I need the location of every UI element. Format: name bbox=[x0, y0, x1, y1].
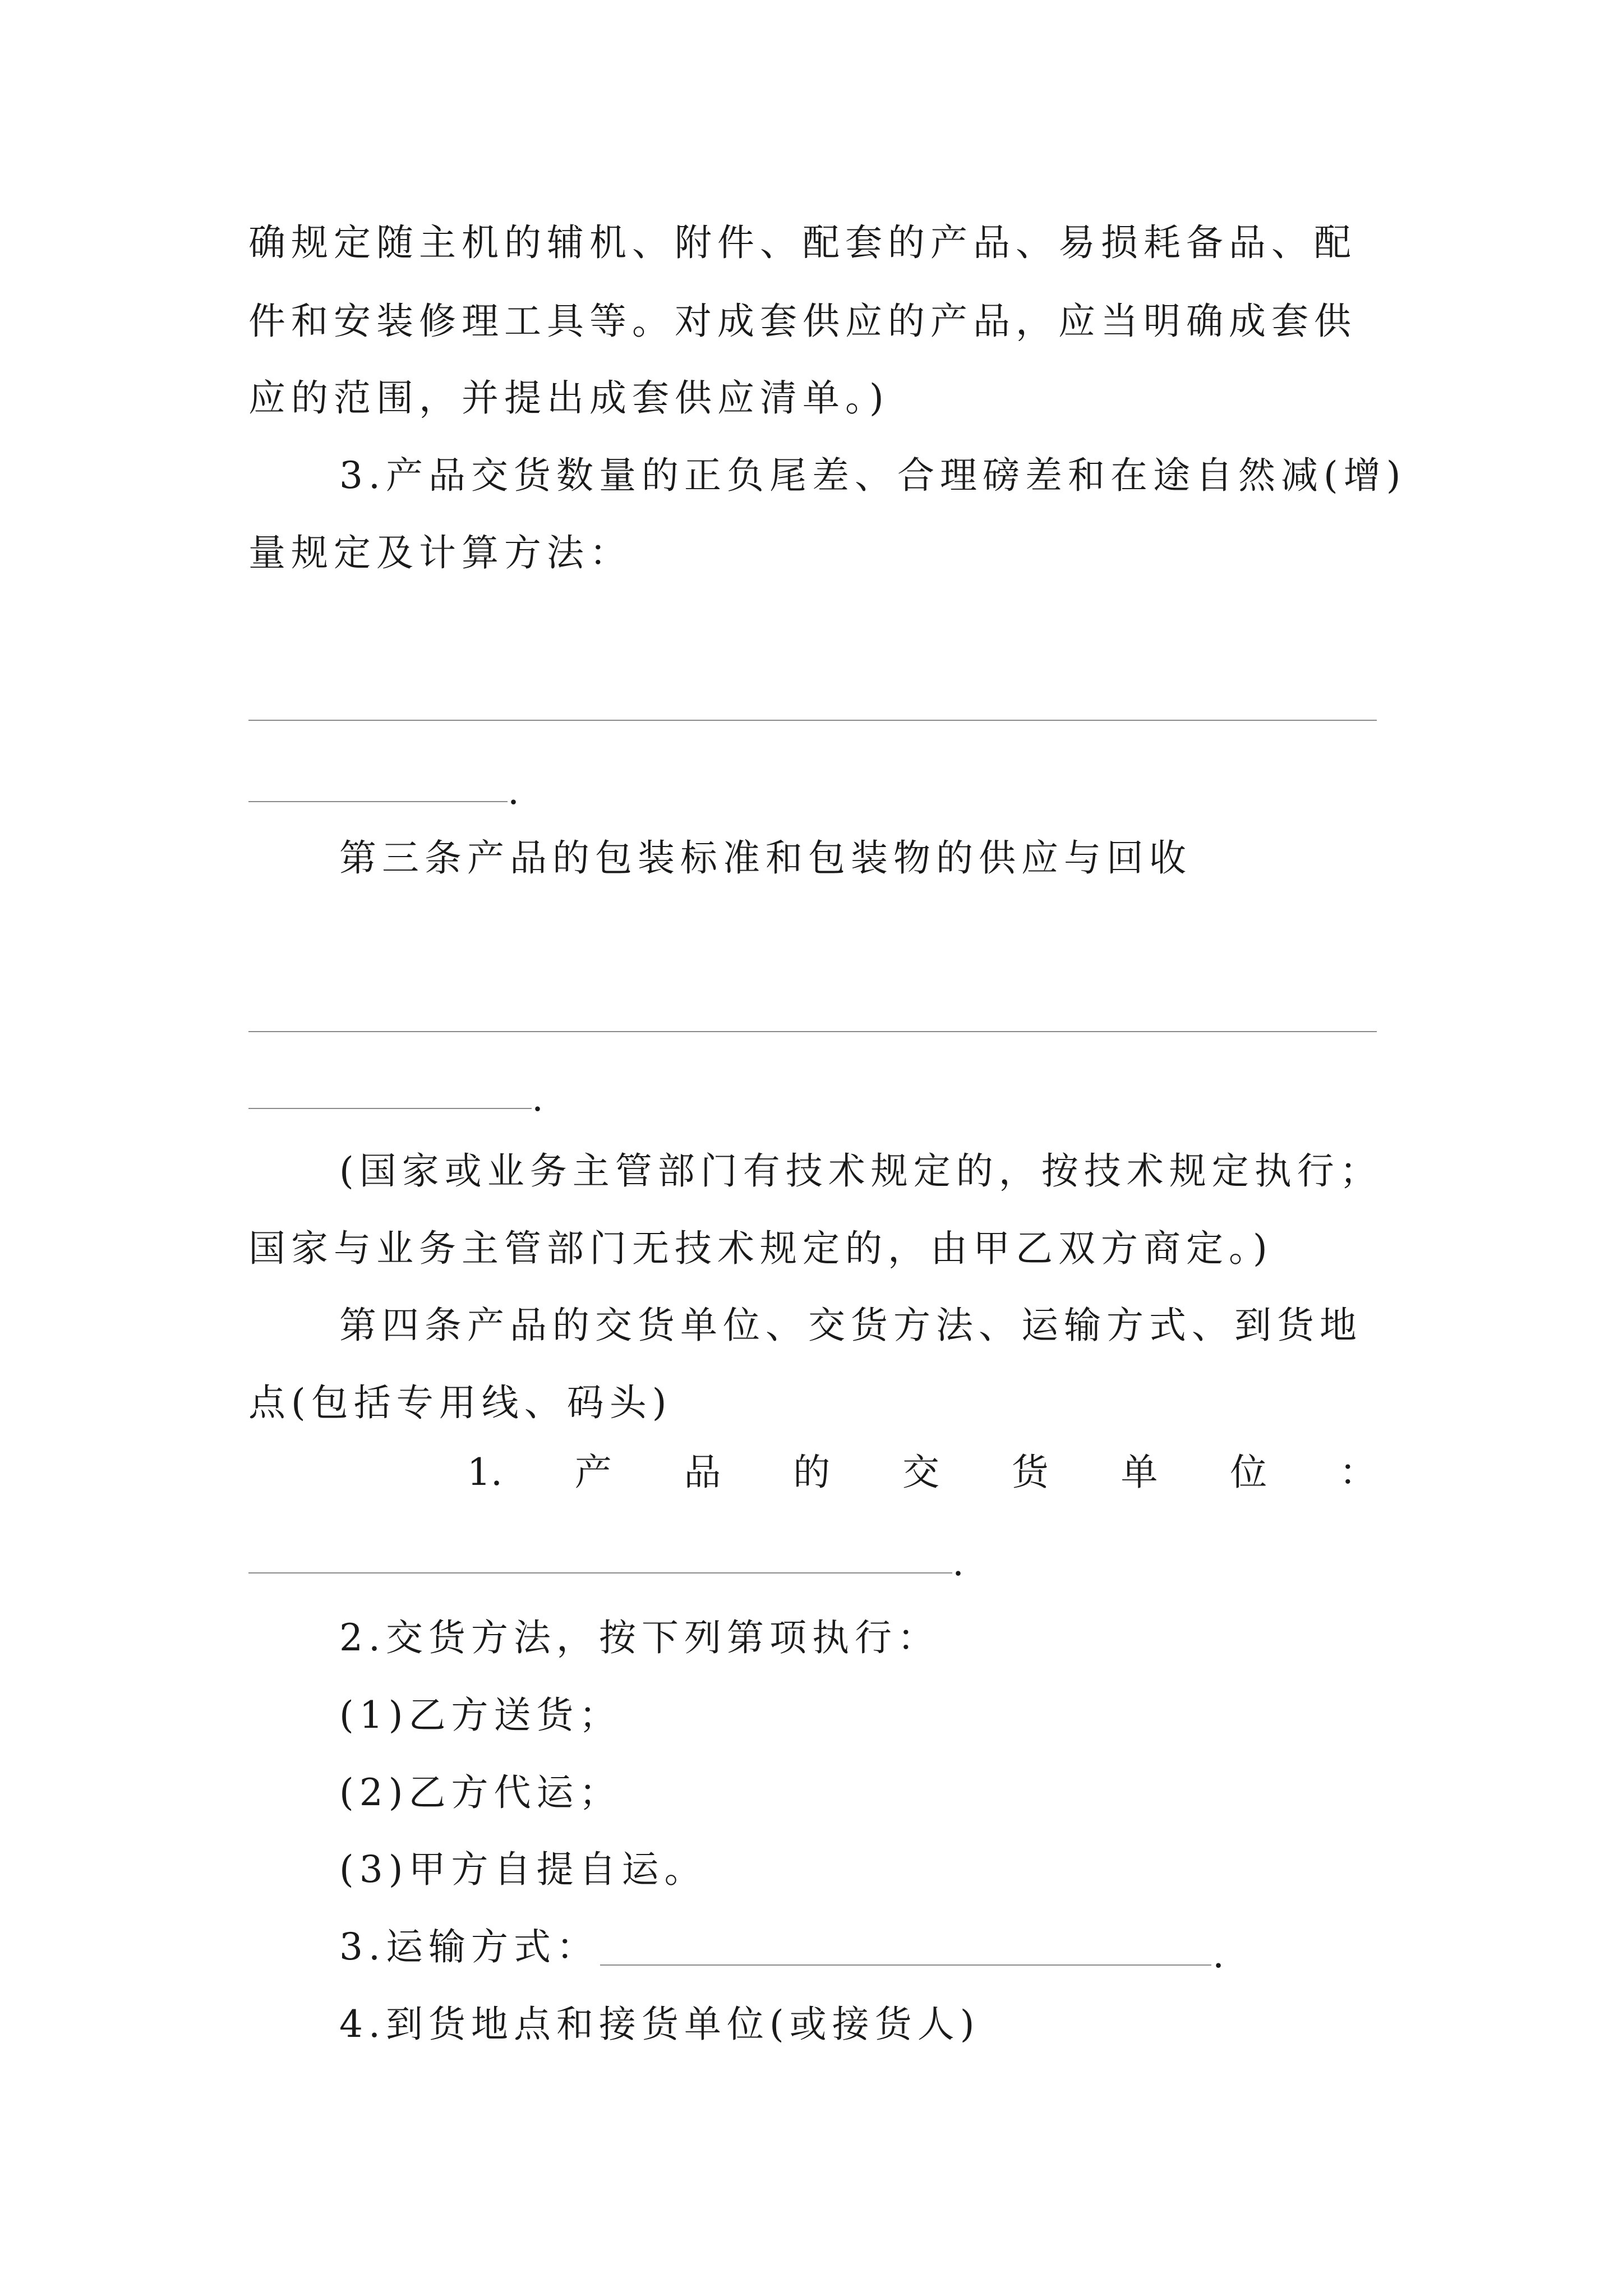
article-4-item-3: 3.运输方式： bbox=[339, 1925, 599, 1968]
blank-fill-line bbox=[248, 1108, 532, 1109]
delivery-option: (2)乙方代运； bbox=[339, 1771, 622, 1814]
item-1-part: 货 bbox=[1011, 1451, 1049, 1494]
article-4-title: 第四条产品的交货单位、交货方法、运输方式、到货地 bbox=[339, 1304, 1362, 1347]
blank-fill-line bbox=[600, 1964, 1211, 1966]
article-3-title: 第三条产品的包装标准和包装物的供应与回收 bbox=[339, 836, 1192, 880]
blank-period: . bbox=[508, 770, 519, 813]
paragraph-line: 应的范围，并提出成套供应清单。) bbox=[248, 376, 889, 420]
delivery-option: (1)乙方送货； bbox=[339, 1694, 622, 1737]
item-1-part: ： bbox=[1339, 1451, 1376, 1494]
item-1-part: 交 bbox=[902, 1451, 939, 1494]
blank-period: . bbox=[1212, 1933, 1224, 1976]
blank-fill-line bbox=[248, 801, 508, 802]
article-4-item-4: 4.到货地点和接货单位(或接货人) bbox=[339, 2003, 980, 2046]
delivery-option: (3)甲方自提自运。 bbox=[339, 1848, 707, 1891]
item-1-part: 产 bbox=[574, 1451, 612, 1494]
clause-item-3: 3.产品交货数量的正负尾差、合理磅差和在途自然减(增) bbox=[339, 454, 1407, 497]
blank-period: . bbox=[532, 1076, 543, 1120]
blank-fill-line bbox=[248, 1572, 952, 1573]
blank-period: . bbox=[952, 1541, 964, 1584]
item-1-part: 的 bbox=[793, 1451, 831, 1494]
article-3-note-cont: 国家与业务主管部门无技术规定的，由甲乙双方商定。) bbox=[248, 1227, 1273, 1270]
blank-fill-line bbox=[248, 1031, 1377, 1032]
item-1-part: 1. bbox=[467, 1451, 502, 1494]
item-1-part: 单 bbox=[1121, 1451, 1158, 1494]
article-4-item-2: 2.交货方法，按下列第项执行： bbox=[339, 1616, 940, 1659]
article-4-title-cont: 点(包括专用线、码头) bbox=[248, 1381, 672, 1424]
clause-item-3-cont: 量规定及计算方法： bbox=[248, 531, 632, 574]
paragraph-line: 件和安装修理工具等。对成套供应的产品，应当明确成套供 bbox=[248, 300, 1357, 343]
item-1-part: 品 bbox=[684, 1451, 721, 1494]
article-4-item-1 bbox=[248, 1451, 1376, 1494]
paragraph-line: 确规定随主机的辅机、附件、配套的产品、易损耗备品、配 bbox=[248, 221, 1357, 264]
blank-fill-line bbox=[248, 720, 1377, 721]
article-3-note: (国家或业务主管部门有技术规定的，按技术规定执行； bbox=[339, 1149, 1382, 1193]
item-1-part: 位 bbox=[1230, 1451, 1267, 1494]
